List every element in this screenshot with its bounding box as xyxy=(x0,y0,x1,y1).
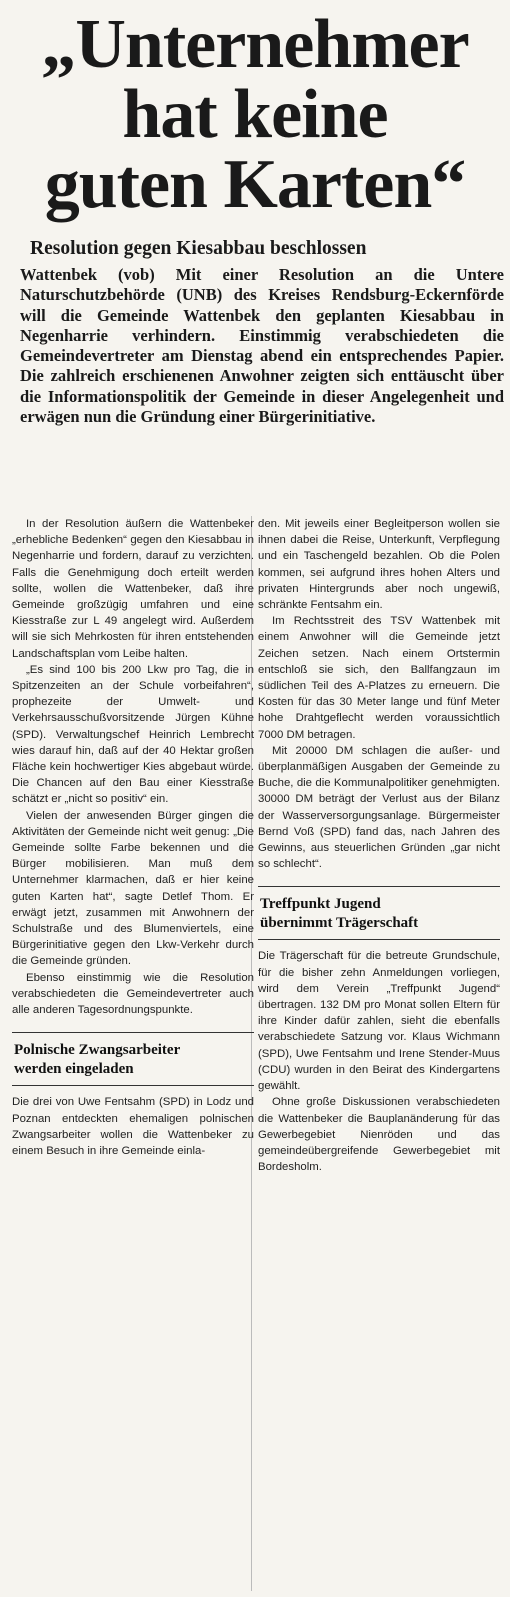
box-polnische-zwangsarbeiter xyxy=(12,1032,254,1159)
box-text: Ohne große Diskussionen verabschiedeten die Wattenbeker die Bauplanänderung für das Gewerbegebiet Nienröden und das gemeindeübergreifende Gewerbegebiet mit Bordesholm. xyxy=(258,1096,500,1174)
body-paragraph: Im Rechtsstreit des TSV Wattenbek mit einem Anwohner will die Gemeinde jetzt Zeichen setzen. Nach einem Ortstermin entschloß sie sich, den Ballfangzaun im südlichen Teil des A-Platzes zu erneuern. Die Kosten für das 30 Meter lange und fünf Meter hohe Drahtgeflecht werden voraussichtlich 7000 DM betragen. xyxy=(258,615,500,741)
box-text: Die Trägerschaft für die betreute Grundschule, für die bisher zehn Anmeldungen vorliegen, wird dem Verein „Treffpunkt Jugend“ übertragen. 132 DM pro Monat sollen Eltern für ihre Kinder dafür zahlen, sieht die ebenfalls verabschiedete Satzung vor. Klaus Wichmann (SPD), Uwe Fentsahm und Irene Stender-Muus (CDU) wurden in den Beirat des Kindergartens gewählt. xyxy=(258,950,500,1093)
body-paragraph: den. Mit jeweils einer Begleitperson wollen sie ihnen dabei die Reise, Unterkunft, Verpflegung und ein Taschengeld bezahlen. Ob die Polen kommen, sei aufgrund ihres hohen Alters und privaten Hintergrunds aber noch ungewiß, schränkte Fentsahm ein. xyxy=(258,518,500,612)
box-heading-line: werden eingeladen xyxy=(14,1061,134,1078)
box-top-rule xyxy=(12,1032,254,1033)
box-heading-line: übernimmt Trägerschaft xyxy=(260,915,419,932)
right-column xyxy=(258,516,500,1175)
subheadline: Resolution gegen Kiesabbau beschlossen xyxy=(30,238,367,259)
box-heading-line: Polnische Zwangsarbeiter xyxy=(14,1042,181,1059)
body-paragraph: Mit 20000 DM schlagen die außer- und überplanmäßigen Ausgaben der Gemeinde zu Buche, die die Kommunalpolitiker genehmigten. 30000 DM beträgt der Verlust aus der Bilanz der Wasserversorgungsanlage. Bürgermeister Bernd Voß (SPD) fand das, nach Jahren des Gewinns, aus steuerlichen Gründen „gar nicht so schlecht“. xyxy=(258,744,500,871)
body-paragraph: Vielen der anwesenden Bürger gingen die Aktivitäten der Gemeinde nicht weit genug: „Die Gemeinde sollte Farbe bekennen und die Bürger mobilisieren. Man muß dem Unternehmer klarmachen, daß er hier keine guten Karten hat“, sagte Detlef Thom. Er erwägt jetzt, zusammen mit Anwohnern der Schulstraße und des Blumenviertels, eine Bürgerinitiative gegen den Lkw-Verkehr durch die Gemeinde gründen. xyxy=(12,809,254,968)
box-top-rule xyxy=(258,886,500,887)
headline-line: „Unternehmer xyxy=(41,6,469,83)
headline xyxy=(6,6,504,223)
body-paragraph: „Es sind 100 bis 200 Lkw pro Tag, die in Spitzenzeiten an der Schule vorbeifahren“, prophezeite der Umwelt- und Verkehrsausschußvorsitzende Jürgen Kühne (SPD). Verwaltungschef Heinrich Lembrecht wies darauf hin, daß auf der 40 Hektar großen Fläche kein hochwertiger Kies abgebaut würde. Die Chancen auf den Bau einer Kiesstraße schätzt er „nicht so positiv“ ein. xyxy=(12,663,254,806)
headline-line: guten Karten“ xyxy=(44,146,466,223)
left-column xyxy=(12,516,254,1159)
box-heading-line: Treffpunkt Jugend xyxy=(260,896,381,913)
lead-paragraph: Wattenbek (vob) Mit einer Resolution an die Untere Naturschutzbehörde (UNB) des Kreises Rendsburg-Eckernförde will die Gemeinde Wattenbek den geplanten Kiesabbau in Negenharrie verhindern. Einstimmig verabschiedeten die Gemeindevertreter am Dienstag abend ein entsprechendes Papier. Die zahlreich erschienenen Anwohner zeigten sich enttäuscht über die Informationspolitik der Gemeinde in dieser Angelegenheit und erwägen nun die Gründung einer Bürgerinitiative. xyxy=(20,265,504,427)
headline-line: hat keine xyxy=(122,76,388,153)
box-heading xyxy=(260,895,500,933)
body-paragraph: Ebenso einstimmig wie die Resolution verabschiedeten die Gemeindevertreter auch alle anderen Tagesordnungspunkte. xyxy=(12,971,254,1017)
body-paragraph: In der Resolution äußern die Wattenbeker „erhebliche Bedenken“ gegen den Kiesabbau in Negenharrie und fordern, darauf zu verzichten. Falls die Genehmigung doch erteilt werden sollte, wollen die Wattenbeker, daß ihre Gemeinde großzügig umfahren und eine Kiesstraße zur L 49 angelegt wird. Außerdem will sie sich Mehrkosten für ihren entstehenden Landschaftsplan vom Leibe halten. xyxy=(12,518,254,660)
box-heading xyxy=(14,1041,254,1079)
box-bottom-rule xyxy=(12,1085,254,1086)
box-text: Die drei von Uwe Fentsahm (SPD) in Lodz und Poznan entdeckten ehemaligen polnischen Zwangsarbeiter wollen die Wattenbeker zu einem Besuch in ihre Gemeinde einla- xyxy=(12,1096,254,1157)
box-bottom-rule xyxy=(258,939,500,940)
box-treffpunkt-jugend xyxy=(258,886,500,1175)
